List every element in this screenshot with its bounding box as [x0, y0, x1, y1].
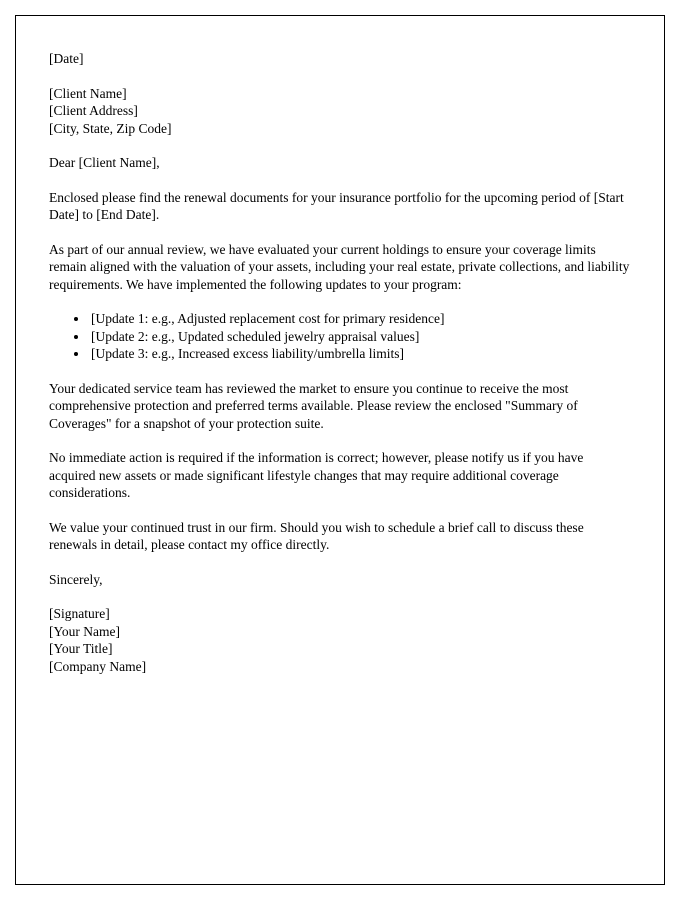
update-item-3: • [Update 3: e.g., Increased excess liability/umbrella limits]: [89, 345, 630, 363]
signature-block: [49, 605, 630, 675]
paragraph-service-team: Your dedicated service team has reviewed the market to ensure you continue to receive the most comprehensive protection and preferred terms available. Please review the enclosed "Summary of Coverages" for a snapshot of your protection suite.: [49, 380, 578, 431]
paragraph-intro: Enclosed please find the renewal documents for your insurance portfolio for the upcoming period of [Start Date] to [End Date].: [49, 189, 624, 222]
recipient-address: [Client Address]: [49, 103, 138, 118]
sender-name: [Your Name]: [49, 623, 120, 639]
paragraph-trust: We value your continued trust in our firm. Should you wish to schedule a brief call to discuss these renewals in detail, please contact my office directly.: [49, 519, 584, 552]
recipient-city-state-zip: [City, State, Zip Code]: [49, 120, 172, 136]
recipient-name: [Client Name]: [49, 85, 127, 101]
updates-list: [49, 310, 630, 363]
recipient-block: [49, 85, 630, 138]
paragraph-no-action: No immediate action is required if the information is correct; however, please notify us if you have acquired new assets or made significant lifestyle changes that may require additional coverage considerations.: [49, 450, 584, 500]
paragraph-annual-review: As part of our annual review, we have evaluated your current holdings to ensure your coverage limits remain aligned with the valuation of your assets, including your real estate, private collections, and liability requirements. We have implemented the following updates to your program:: [49, 241, 630, 292]
update-item-1: • [Update 1: e.g., Adjusted replacement cost for primary residence]: [89, 310, 630, 328]
update-item-2: • [Update 2: e.g., Updated scheduled jewelry appraisal values]: [89, 328, 630, 346]
letter-page: [15, 15, 665, 885]
signature-placeholder: [Signature]: [49, 606, 110, 621]
closing: Sincerely,: [49, 571, 103, 587]
sender-title: [Your Title]: [49, 641, 113, 656]
letter-date: [Date]: [49, 51, 84, 66]
salutation: Dear [Client Name],: [49, 155, 160, 170]
sender-company: [Company Name]: [49, 658, 147, 674]
